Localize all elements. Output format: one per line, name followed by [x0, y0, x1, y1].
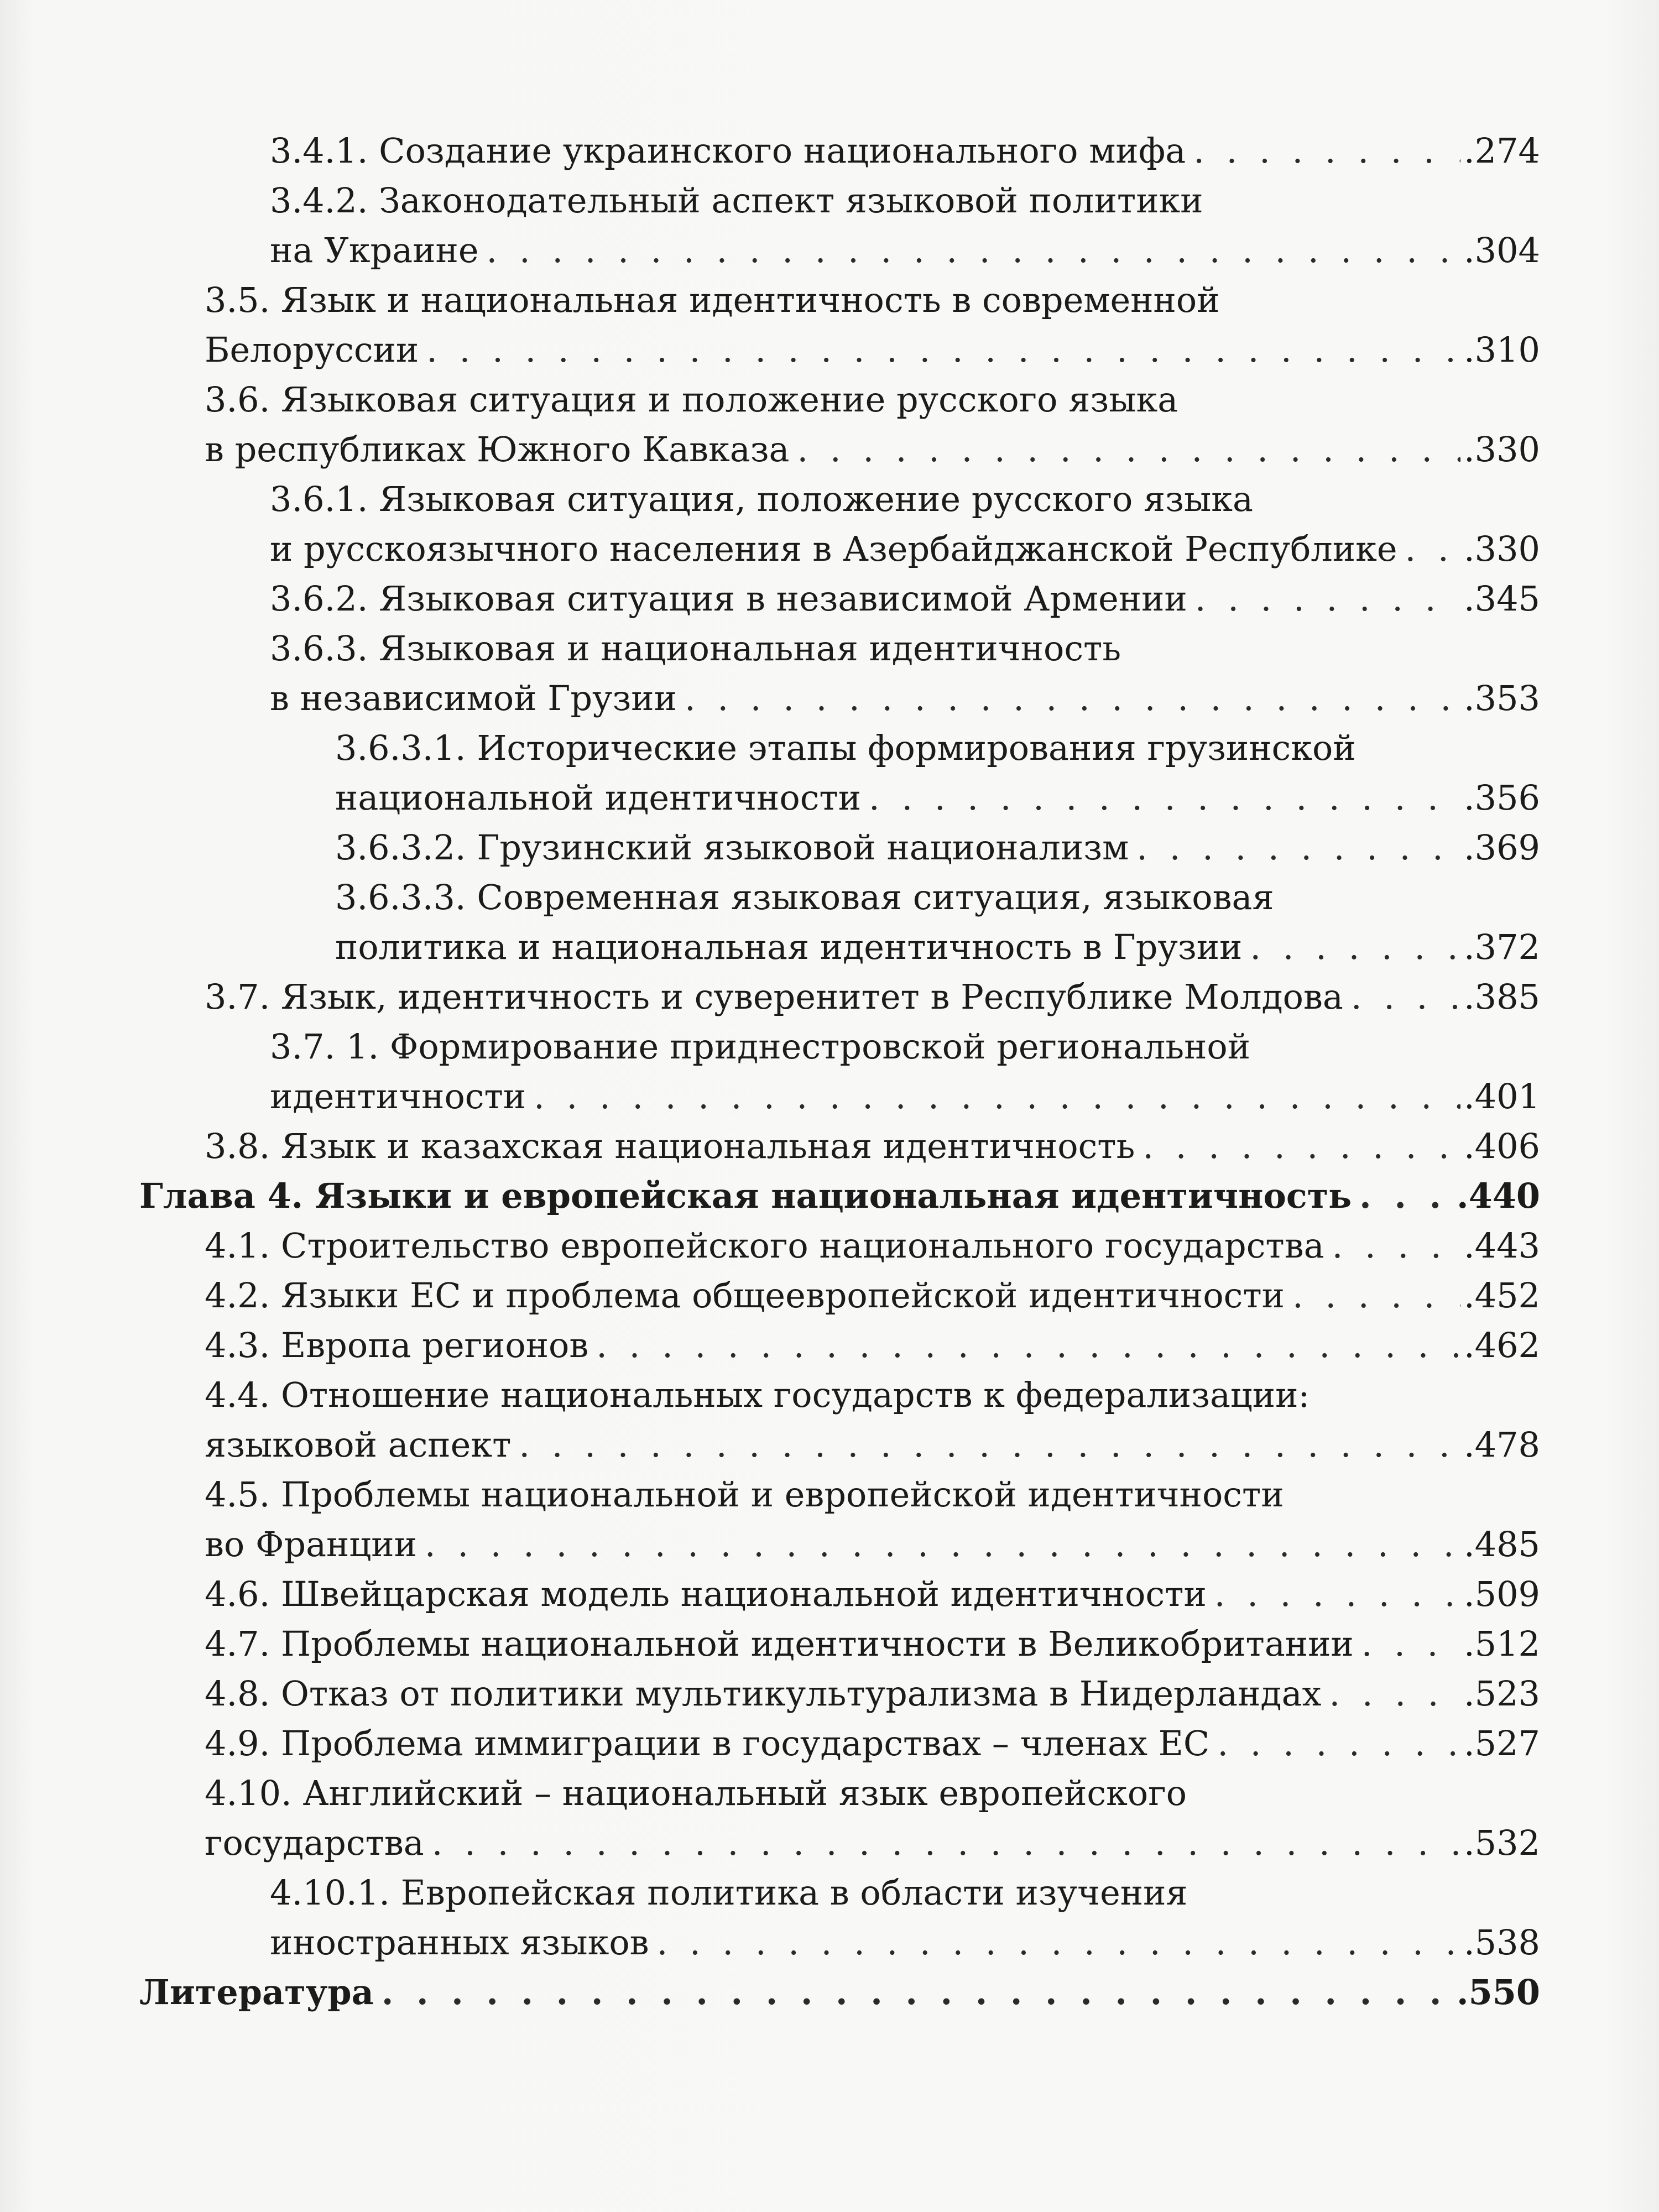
dot-leader: [1292, 1271, 1460, 1321]
dot-leader: [685, 674, 1460, 723]
toc-entry-title-line: 3.6.1. Языковая ситуация, положение русского языка: [270, 479, 1254, 519]
dot-leader: [425, 1520, 1460, 1569]
dot-leader: [1195, 574, 1460, 624]
page-number: .440: [1456, 1176, 1540, 1216]
toc-entry-title-line: языковой аспект: [205, 1425, 512, 1465]
page-number: .452: [1463, 1275, 1540, 1316]
toc-entry-title-line: 4.7. Проблемы национальной идентичности в Великобритании: [205, 1624, 1354, 1664]
page-number: .345: [1463, 578, 1540, 619]
toc-entry: [205, 1669, 1540, 1719]
toc-entry: [205, 275, 1540, 375]
toc-entry-title-line: идентичности: [270, 1076, 526, 1117]
toc-entry-leader-line: [205, 1669, 1540, 1719]
dot-leader: [1329, 1669, 1460, 1719]
toc-entry-leader-line: [270, 524, 1540, 574]
dot-leader: [1250, 922, 1460, 972]
toc-entry-title-line: 3.5. Язык и национальная идентичность в современной: [205, 280, 1220, 320]
toc-entry: [205, 1271, 1540, 1321]
toc-entry: [205, 972, 1540, 1022]
dot-leader: [432, 1818, 1460, 1868]
toc-entry-leader-line: [270, 674, 1540, 723]
toc-entry: [139, 1171, 1540, 1221]
dot-leader: [1361, 1619, 1460, 1669]
toc-entry-title-line: Белоруссии: [205, 330, 419, 370]
page-number: .372: [1463, 927, 1540, 967]
page-number: .485: [1463, 1524, 1540, 1564]
toc-entry-leader-line: [205, 325, 1540, 375]
dot-leader: [1405, 524, 1460, 574]
page-number: .353: [1463, 678, 1540, 718]
toc-entry-title-line: 3.6.3. Языковая и национальная идентичность: [270, 628, 1121, 669]
toc-entry-leader-line: [205, 425, 1540, 474]
page-number: .304: [1463, 230, 1540, 270]
toc-entry-title-line: в республиках Южного Кавказа: [205, 429, 790, 469]
toc-entry-leader-line: [205, 1569, 1540, 1619]
toc-entry: [139, 1968, 1540, 2017]
toc-entry-title-line: 4.10. Английский – национальный язык европейского: [205, 1773, 1187, 1813]
toc-entry: [205, 1321, 1540, 1370]
toc-entry: [205, 1569, 1540, 1619]
toc-entry-title-line: 3.6. Языковая ситуация и положение русского языка: [205, 379, 1178, 420]
toc-entry-title-line: национальной идентичности: [335, 778, 862, 818]
page-number: .274: [1463, 131, 1540, 171]
dot-leader: [382, 1968, 1453, 2017]
page-number: .310: [1463, 330, 1540, 370]
page-number: .356: [1463, 778, 1540, 818]
toc-entry-title-line: 3.8. Язык и казахская национальная идентичность: [205, 1126, 1135, 1166]
dot-leader: [426, 325, 1460, 375]
page-number: .330: [1463, 529, 1540, 569]
toc-entry-title-line: 3.4.2. Законодательный аспект языковой политики: [270, 180, 1203, 221]
toc-entry-title-line: и русскоязычного населения в Азербайджанской Республике: [270, 529, 1397, 569]
page-number: .512: [1463, 1624, 1540, 1664]
toc-entry-title-line: на Украине: [270, 230, 479, 270]
toc-entry-leader-line: [205, 1221, 1540, 1271]
toc-entry-leader-line: [205, 1271, 1540, 1321]
page-number: .550: [1456, 1972, 1540, 2012]
toc-entry: [270, 624, 1540, 723]
toc-entry-title-line: политика и национальная идентичность в Грузии: [335, 927, 1243, 967]
page-number: .478: [1463, 1425, 1540, 1465]
toc-entry-leader-line: [139, 1968, 1540, 2017]
toc-entry-leader-line: [205, 1520, 1540, 1569]
toc-entry-title-line: 4.6. Швейцарская модель национальной идентичности: [205, 1574, 1207, 1614]
toc-entry: [270, 176, 1540, 275]
page-number: .401: [1463, 1076, 1540, 1117]
toc-entry: [205, 1719, 1540, 1768]
toc-entry-title-line: во Франции: [205, 1524, 417, 1564]
dot-leader: [487, 226, 1460, 275]
page-number: .538: [1463, 1922, 1540, 1963]
toc-entry: [205, 1768, 1540, 1868]
toc-entry-leader-line: [335, 823, 1540, 873]
toc-entry: [270, 1868, 1540, 1968]
toc-entry-leader-line: [270, 126, 1540, 176]
toc-entry: [205, 1121, 1540, 1171]
toc-entry: [205, 1470, 1540, 1569]
toc-entry: [205, 1221, 1540, 1271]
toc-entry-title-line: государства: [205, 1823, 424, 1863]
toc-entry: [270, 1022, 1540, 1121]
page-number: .523: [1463, 1673, 1540, 1714]
toc-entry-leader-line: [270, 226, 1540, 275]
toc-entry-leader-line: [205, 1719, 1540, 1768]
dot-leader: [1217, 1719, 1460, 1768]
toc-entry: [335, 873, 1540, 972]
toc-entry-title-line: 4.4. Отношение национальных государств к федерализации:: [205, 1375, 1310, 1415]
toc-entry-title-line: 3.7. Язык, идентичность и суверенитет в Республике Молдова: [205, 977, 1343, 1017]
dot-leader: [519, 1420, 1460, 1470]
dot-leader: [657, 1918, 1460, 1968]
toc-entry-leader-line: [139, 1171, 1540, 1221]
toc-entry-leader-line: [270, 1072, 1540, 1121]
toc-entry-title-line: 4.3. Европа регионов: [205, 1325, 589, 1365]
toc-entry-title-line: Глава 4. Языки и европейская национальная идентичность: [139, 1176, 1352, 1216]
toc-entry-leader-line: [205, 1619, 1540, 1669]
page-number: .406: [1463, 1126, 1540, 1166]
toc-entry: [270, 574, 1540, 624]
dot-leader: [596, 1321, 1460, 1370]
toc-entry-title-line: иностранных языков: [270, 1922, 649, 1963]
dot-leader: [534, 1072, 1460, 1121]
page-number: .385: [1463, 977, 1540, 1017]
toc-entry-title-line: 4.9. Проблема иммиграции в государствах – членах ЕС: [205, 1723, 1210, 1764]
toc-entry-title-line: 3.6.3.3. Современная языковая ситуация, языковая: [335, 877, 1274, 917]
page-number: .443: [1463, 1225, 1540, 1266]
toc-entry-title-line: 3.6.3.2. Грузинский языковой национализм: [335, 827, 1129, 868]
toc-entry-title-line: 4.1. Строительство европейского национального государства: [205, 1225, 1324, 1266]
page-number: .462: [1463, 1325, 1540, 1365]
toc-entry-leader-line: [205, 1121, 1540, 1171]
toc-entry: [205, 1619, 1540, 1669]
toc-entry-leader-line: [205, 1321, 1540, 1370]
dot-leader: [1332, 1221, 1460, 1271]
toc-entry-leader-line: [270, 1918, 1540, 1968]
dot-leader: [1142, 1121, 1460, 1171]
toc-entry-title-line: 4.10.1. Европейская политика в области изучения: [270, 1872, 1188, 1913]
toc-entry: [335, 823, 1540, 873]
toc-entry: [335, 723, 1540, 823]
toc-entry-leader-line: [205, 972, 1540, 1022]
toc-entry-title-line: Литература: [139, 1972, 374, 2012]
toc-entry: [205, 1370, 1540, 1470]
toc-entry-title-line: 3.4.1. Создание украинского национального мифа: [270, 131, 1186, 171]
toc-entry-title-line: в независимой Грузии: [270, 678, 677, 718]
toc-entry: [205, 375, 1540, 474]
toc-entry-title-line: 4.2. Языки ЕС и проблема общеевропейской идентичности: [205, 1275, 1285, 1316]
toc-entry-title-line: 3.7. 1. Формирование приднестровской региональной: [270, 1026, 1251, 1067]
toc-entry: [270, 126, 1540, 176]
dot-leader: [1136, 823, 1460, 873]
toc-entry-title-line: 3.6.2. Языковая ситуация в независимой Армении: [270, 578, 1187, 619]
page-number: .532: [1463, 1823, 1540, 1863]
page-number: .330: [1463, 429, 1540, 469]
page-number: .369: [1463, 827, 1540, 868]
toc-entry-leader-line: [205, 1818, 1540, 1868]
toc-entry-leader-line: [205, 1420, 1540, 1470]
dot-leader: [1359, 1171, 1453, 1221]
toc-entry-title-line: 3.6.3.1. Исторические этапы формирования грузинской: [335, 728, 1356, 768]
toc-entry-title-line: 4.5. Проблемы национальной и европейской идентичности: [205, 1474, 1284, 1515]
dot-leader: [1193, 126, 1460, 176]
toc-entry: [270, 474, 1540, 574]
toc-entry-leader-line: [335, 922, 1540, 972]
dot-leader: [797, 425, 1460, 474]
toc-entry-leader-line: [270, 574, 1540, 624]
page-number: .509: [1463, 1574, 1540, 1614]
dot-leader: [1351, 972, 1460, 1022]
toc-entry-leader-line: [335, 773, 1540, 823]
toc-entry-title-line: 4.8. Отказ от политики мультикультурализма в Нидерландах: [205, 1673, 1322, 1714]
dot-leader: [869, 773, 1460, 823]
page-number: .527: [1463, 1723, 1540, 1764]
dot-leader: [1214, 1569, 1460, 1619]
